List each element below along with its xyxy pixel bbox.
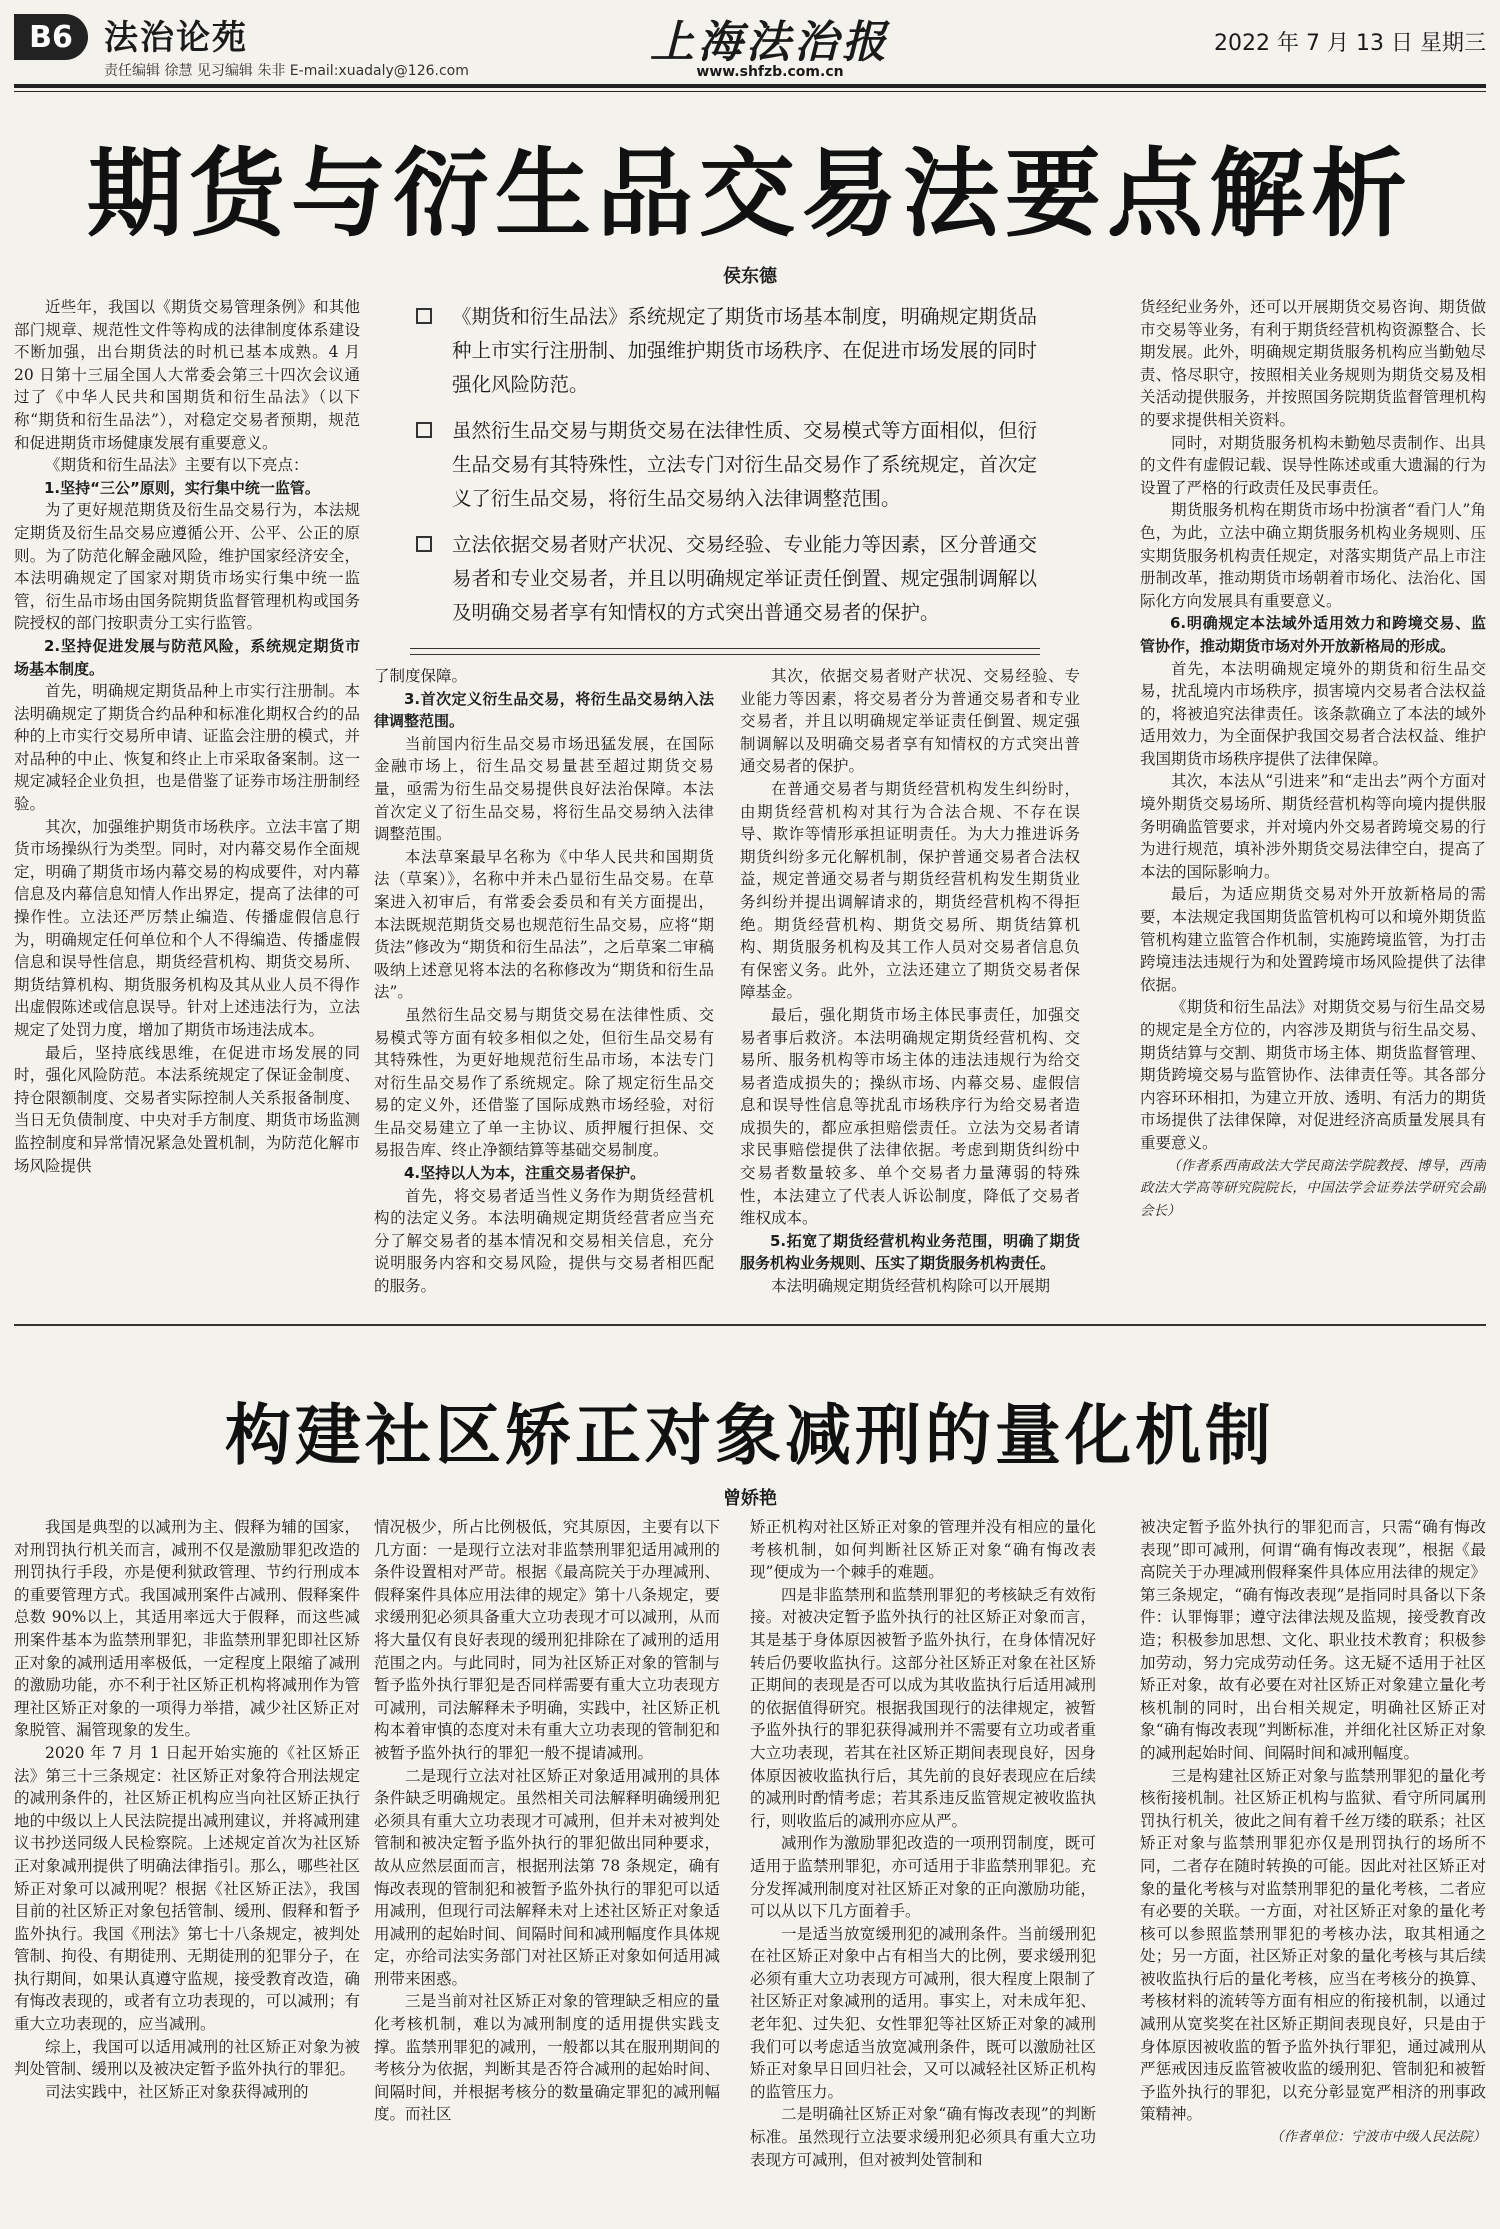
paragraph: 减刑作为激励罪犯改造的一项刑罚制度，既可适用于监禁刑罪犯，亦可适用于非监禁刑罪犯。充分发挥减刑制度对社区矫正对象的正向激励功能，可以从以下几方面着手。 xyxy=(750,1834,1096,1921)
issue-date: 2022 年 7 月 13 日 星期三 xyxy=(1214,31,1486,56)
paragraph: 同时，对期货服务机构未勤勉尽责制作、出具的文件有虚假记载、误导性陈述或重大遗漏的行为设置了严格的行政责任及民事责任。 xyxy=(1140,433,1486,497)
paragraph: 二是现行立法对社区矫正对象适用减刑的具体条件缺乏明确规定。虽然相关司法解释明确缓刑犯必须具有重大立功表现才可减刑，但并未对被判处管制和被决定暂予监外执行的罪犯做出同种要求，故从应然层面而言，根据刑法第 78 条规定，确有悔改表现的管制犯和被暂予监外执行的罪犯可以适用减刑，但现行司法解释未对上述社区矫正对象适用减刑的起始时间、间隔时间和减刑幅度作具体规定，亦给司法实务部门对社区矫正对象如何适用减刑带来困惑。 xyxy=(374,1766,720,1988)
subheading: 4.坚持以人为本，注重交易者保护。 xyxy=(404,1164,646,1183)
paragraph: 二是明确社区矫正对象“确有悔改表现”的判断标准。虽然现行立法要求缓刑犯必须具有重大立功表现方可减刑，但对被判处管制和 xyxy=(750,2105,1096,2169)
paragraph: 三是构建社区矫正对象与监禁刑罪犯的量化考核衔接机制。社区矫正机构与监狱、看守所同属刑罚执行机关，彼此之间有着千丝万缕的联系；社区矫正对象与监禁刑罪犯亦仅是刑罚执行的场所不同，二者存在随时转换的可能。因此对社区矫正对象的量化考核与对监禁刑罪犯的量化考核，二者应有必要的关联。一方面，对社区矫正对象的量化考核可以参照监禁刑罪犯的考核办法，取其相通之处；另一方面，社区矫正对象的量化考核与其后续被收监执行后的量化考核，应当在考核分的换算、考核材料的流转等方面有相应的衔接机制，以通过减刑从宽奖奖在社区矫正期间表现良好，只是由于身体原因被收监的暂予监外执行罪犯，通过减刑从严惩戒因违反监管被收监的缓刑犯、管制犯和被暂予监外执行的罪犯，以充分彰显宽严相济的刑事政策精神。 xyxy=(1140,1766,1486,2124)
paragraph: 被决定暂予监外执行的罪犯而言，只需“确有悔改表现”即可减刑，何谓“确有悔改表现”，根据《最高院关于办理减刑假释案件具体应用法律的规定》第三条规定，“确有悔改表现”是指同时具备以下条件：认罪悔罪；遵守法律法规及监规，接受教育改造；积极参加思想、文化、职业技术教育；积极参加劳动，努力完成劳动任务。这无疑不适用于社区矫正对象，故有必要在对社区矫正对象建立量化考核机制的同时，出台相关规定，明确社区矫正对象“确有悔改表现”判断标准，并细化社区矫正对象的减刑起始时间、间隔时间和减刑幅度。 xyxy=(1140,1518,1486,1762)
page-header xyxy=(0,0,1500,84)
paragraph: 一是适当放宽缓刑犯的减刑条件。当前缓刑犯在社区矫正对象中占有相当大的比例，要求缓刑犯必须有重大立功表现方可减刑，很大程度上限制了社区矫正对象减刑的适用。事实上，对未成年犯、老年犯、过失犯、女性罪犯等社区矫正对象的减刑我们可以考虑适当放宽减刑条件，既可以激励社区矫正对象早日回归社会，又可以减轻社区矫正机构的监管压力。 xyxy=(750,1924,1096,2101)
article2-title: 构建社区矫正对象减刑的量化机制 xyxy=(225,1397,1275,1474)
paragraph: 本法明确规定期货经营机构除可以开展期 xyxy=(771,1277,1051,1296)
subheading: 3.首次定义衍生品交易，将衍生品交易纳入法律调整范围。 xyxy=(374,689,714,731)
article2-column-3 xyxy=(750,1516,1096,2222)
article2-column-4 xyxy=(1140,1516,1486,2222)
paragraph: 最后，强化期货市场主体民事责任，加强交易者事后救济。本法明确规定期货经营机构、交易所、服务机构等市场主体的违法违规行为给交易者造成损失的；操纵市场、内幕交易、虚假信息和误导性信息等扰乱市场秩序行为给交易者造成损失的，都应承担赔偿责任。立法为交易者请求民事赔偿提供了法律依据。考虑到期货纠纷中交易者数量较多、单个交易者力量薄弱的特殊性，本法建立了代表人诉讼制度，降低了交易者维权成本。 xyxy=(740,1005,1080,1228)
article1-column-3 xyxy=(740,665,1080,1308)
paragraph: 期货服务机构在期货市场中扮演者“看门人”角色，为此，立法中确立期货服务机构业务规则、压实期货服务机构责任规定，对落实期货产品上市注册制改革，推动期货市场朝着市场化、法治化、国际化方向发展具有重要意义。 xyxy=(1140,501,1486,610)
paragraph: 首先，将交易者适当性义务作为期货经营机构的法定义务。本法明确规定期货经营者应当充分了解交易者的基本情况和交易相关信息，充分说明服务内容和交易风险，提供与交易者相匹配的服务。 xyxy=(374,1186,714,1296)
article1-column-1 xyxy=(14,296,360,1308)
checkbox-bullet-icon xyxy=(416,308,432,324)
newspaper-masthead: 上海法治报 xyxy=(650,17,890,68)
paragraph: 其次，依据交易者财产状况、交易经验、专业能力等因素，将交易者分为普通交易者和专业交易者，并且以明确规定举证责任倒置、规定强制调解以及明确交易者享有知情权的方式突出普通交易者的保护。 xyxy=(740,667,1080,776)
editors-line: 责任编辑 徐慧 见习编辑 朱非 E-mail:xuadaly@126.com xyxy=(104,63,469,79)
paragraph: 首先，明确规定期货品种上市实行注册制。本法明确规定了期货合约品种和标准化期权合约的品种的上市实行交易所申请、证监会注册的模式，并对品种的中止、恢复和终止上市采取备案制。这一规定减轻企业负担，也是借鉴了证券市场注册制经验。 xyxy=(14,682,360,814)
subheading: 6.明确规定本法域外适用效力和跨境交易、监管协作，推动期货市场对外开放新格局的形成。 xyxy=(1140,614,1486,655)
article-divider xyxy=(14,1324,1486,1326)
article1-pull-quotes xyxy=(410,300,1040,642)
paragraph: 情况极少，所占比例极低，究其原因，主要有以下几方面：一是现行立法对非监禁刑罪犯适用减刑的条件设置相对严苛。根据《最高院关于办理减刑、假释案件具体应用法律的规定》第十八条规定，要求缓刑犯必须具备重大立功表现才可以减刑，从而将大量仅有良好表现的缓刑犯排除在了减刑的适用范围之内。与此同时，同为社区矫正对象的管制与暂予监外执行罪犯是否同样需要有重大立功表现方可减刑，司法解释未予明确，实践中，社区矫正机构本着审慎的态度对未有重大立功表现的管制犯和被暂予监外执行的罪犯一般不提请减刑。 xyxy=(374,1518,720,1762)
page-number-badge: B6 xyxy=(14,14,88,60)
paragraph: 2020 年 7 月 1 日起开始实施的《社区矫正法》第三十三条规定：社区矫正对象符合刑法规定的减刑条件的，社区矫正机构应当向社区矫正执行地的中级以上人民法院提出减刑建议，并将减刑建议书抄送同级人民检察院。上述规定首次为社区矫正对象减刑提供了明确法律指引。那么，哪些社区矫正对象可以减刑呢？根据《社区矫正法》，我国目前的社区矫正对象包括管制、缓刑、假释和暂予监外执行。我国《刑法》第七十八条规定，被判处管制、拘役、有期徒刑、无期徒刑的犯罪分子，在执行期间，如果认真遵守监规，接受教育改造，确有悔改表现的，或者有立功表现的，可以减刑；有重大立功表现的，应当减刑。 xyxy=(14,1743,360,2034)
checkbox-bullet-icon xyxy=(416,422,432,438)
article1-column-4 xyxy=(1140,296,1486,1308)
paragraph: 矫正机构对社区矫正对象的管理并没有相应的量化考核机制，如何判断社区矫正对象“确有悔改表现”便成为一个棘手的难题。 xyxy=(750,1518,1096,1582)
checkbox-bullet-icon xyxy=(416,536,432,552)
article2-column-2 xyxy=(374,1516,720,2222)
article1-title: 期货与衍生品交易法要点解析 xyxy=(87,138,1413,250)
paragraph: 最后，坚持底线思维，在促进市场发展的同时，强化风险防范。本法系统规定了保证金制度、持仓限额制度、交易者实际控制人关系报备制度、当日无负债制度、中央对手方制度、期货市场监测监控制度和异常情况紧急处置机制，为防范化解市场风险提供 xyxy=(14,1043,360,1175)
article1-author: 侯东德 xyxy=(723,266,777,287)
paragraph: 综上，我国可以适用减刑的社区矫正对象为被判处管制、缓刑以及被决定暂予监外执行的罪犯。 xyxy=(14,2037,360,2079)
article1-column-2 xyxy=(374,665,714,1308)
section-name: 法治论苑 xyxy=(104,18,248,58)
subheading: 5.拓宽了期货经营机构业务范围，明确了期货服务机构业务规则、压实了期货服务机构责任。 xyxy=(740,1231,1080,1273)
header-rule-thin xyxy=(14,91,1486,92)
pull-quote-text: 虽然衍生品交易与期货交易在法律性质、交易模式等方面相似，但衍生品交易有其特殊性，立法专门对衍生品交易作了系统规定，首次定义了衍生品交易，将衍生品交易纳入法律调整范围。 xyxy=(452,419,1038,510)
subheading: 2.坚持促进发展与防范风险，系统规定期货市场基本制度。 xyxy=(14,636,360,678)
article2-column-1 xyxy=(14,1516,360,2222)
paragraph: 虽然衍生品交易与期货交易在法律性质、交易模式等方面有较多相似之处，但衍生品交易有其特殊性，为更好地规范衍生品市场，本法专门对衍生品交易作了系统规定。除了规定衍生品交易的定义外，还借鉴了国际成熟市场经验，对衍生品交易建立了单一主协议、质押履行担保、交易报告库、终止净额结算等基础交易制度。 xyxy=(374,1005,714,1160)
pull-quote-rule xyxy=(410,654,1040,655)
pull-quote xyxy=(410,414,1040,516)
paragraph: 三是当前对社区矫正对象的管理缺乏相应的量化考核机制，难以为减刑制度的适用提供实践支撑。监禁刑罪犯的减刑，一般都以其在服刑期间的考核分为依据，判断其是否符合减刑的起始时间、间隔时间，并根据考核分的数量确定罪犯的减刑幅度。而社区 xyxy=(374,1992,720,2124)
pull-quote-rule xyxy=(410,648,1040,649)
paragraph: 其次，加强维护期货市场秩序。立法丰富了期货市场操纵行为类型。同时，对内幕交易作全面规定，明确了期货市场内幕交易的构成要件，对内幕信息及内幕信息知情人作出界定，提高了法律的可操作性。立法还严厉禁止编造、传播虚假信息行为，明确规定任何单位和个人不得编造、传播虚假信息和误导性信息，期货经营机构、期货交易所、期货结算机构、期货服务机构及其从业人员不得作出虚假陈述或信息误导。针对上述违法行为，立法规定了处罚力度，增加了期货市场违法成本。 xyxy=(14,817,360,1039)
paragraph: 《期货和衍生品法》对期货交易与衍生品交易的规定是全方位的，内容涉及期货与衍生品交易、期货结算与交割、期货市场主体、期货监督管理、期货跨境交易与监管协作、法律责任等。其各部分内容环环相扣，为建立开放、透明、有活力的期货市场提供了法律保障，对促进经济高质量发展具有重要意义。 xyxy=(1140,998,1486,1152)
paragraph: 首先，本法明确规定境外的期货和衍生品交易，扰乱境内市场秩序，损害境内交易者合法权益的，将被追究法律责任。该条款确立了本法的域外适用效力，为全面保护我国交易者合法权益、维护我国期货市场秩序提供了法律保障。 xyxy=(1140,659,1486,768)
author-note: （作者系西南政法大学民商法学院教授、博导，西南政法大学高等研究院院长，中国法学会证券法学研究会副会长） xyxy=(1140,1157,1486,1219)
pull-quote xyxy=(410,528,1040,630)
paragraph: 货经纪业务外，还可以开展期货交易咨询、期货做市交易等业务，有利于期货经营机构资源整合、长期发展。此外，明确规定期货服务机构应当勤勉尽责、恪尽职守，按照相关业务规则为期货交易及相关活动提供服务，并按照国务院期货监督管理机构的要求提供相关资料。 xyxy=(1140,298,1486,429)
header-rule-thick xyxy=(14,84,1486,88)
paragraph: 我国是典型的以减刑为主、假释为辅的国家，对刑罚执行机关而言，减刑不仅是激励罪犯改造的刑罚执行手段，亦是便利狱政管理、节约行刑成本的重要管理方式。我国减刑案件占减刑、假释案件总数 90%以上，其适用率远大于假释，而这些减刑案件基本为监禁刑罪犯，非监禁刑罪犯即社区矫正对象的减刑适用率极低，一定程度上限缩了减刑的激励功能，亦不利于社区矫正机构将减刑作为管理社区矫正对象的一项得力举措，减少社区矫正对象脱管、漏管现象的发生。 xyxy=(14,1518,360,1740)
subheading: 1.坚持“三公”原则，实行集中统一监管。 xyxy=(44,478,320,497)
paragraph: 其次，本法从“引进来”和“走出去”两个方面对境外期货交易场所、期货经营机构等向境内提供服务明确监管要求，并对境内外交易者跨境交易的行为进行规范，填补涉外期货交易法律空白，提高了本法的国际影响力。 xyxy=(1140,772,1486,881)
paragraph: 近些年，我国以《期货交易管理条例》和其他部门规章、规范性文件等构成的法律制度体系建设不断加强，出台期货法的时机已基本成熟。4 月 20 日第十三届全国人大常委会第三十四次会议通过了《中华人民共和国期货和衍生品法》（以下称“期货和衍生品法”），对稳定交易者预期，规范和促进期货市场健康发展有重要意义。 xyxy=(14,298,360,452)
pull-quote-text: 立法依据交易者财产状况、交易经验、专业能力等因素，区分普通交易者和专业交易者，并且以明确规定举证责任倒置、规定强制调解以及明确交易者享有知情权的方式突出普通交易者的保护。 xyxy=(452,533,1038,624)
paragraph: 了制度保障。 xyxy=(374,667,468,685)
website-url[interactable]: www.shfzb.com.cn xyxy=(696,64,844,80)
paragraph: 本法草案最早名称为《中华人民共和国期货法（草案）》，名称中并未凸显衍生品交易。在草案进入初审后，有常委会委员和有关方面提出，本法既规范期货交易也规范衍生品交易，应将“期货法”修改为“期货和衍生品法”，之后草案二审稿吸纳上述意见将本法的名称修改为“期货和衍生品法”。 xyxy=(374,847,714,1002)
pull-quote-text: 《期货和衍生品法》系统规定了期货市场基本制度，明确规定期货品种上市实行注册制、加强维护期货市场秩序、在促进市场发展的同时强化风险防范。 xyxy=(452,305,1038,396)
paragraph: 在普通交易者与期货经营机构发生纠纷时，由期货经营机构对其行为合法合规、不存在误导、欺诈等情形承担证明责任。为大力推进诉务期货纠纷多元化解机制，保护普通交易者合法权益，规定普通交易者与期货经营机构发生期货业务纠纷并提出调解请求的，期货经营机构不得拒绝。期货经营机构、期货交易所、期货结算机构、期货服务机构及其工作人员对交易者信息负有保密义务。此外，立法还建立了期货交易者保障基金。 xyxy=(740,779,1080,1002)
author-note: （作者单位：宁波市中级人民法院） xyxy=(1270,2129,1486,2146)
paragraph: 最后，为适应期货交易对外开放新格局的需要，本法规定我国期货监管机构可以和境外期货监管机构建立监管合作机制，实施跨境监管，为打击跨境违法违规行为和处置跨境市场风险提供了法律依据。 xyxy=(1140,885,1486,994)
paragraph: 当前国内衍生品交易市场迅猛发展，在国际金融市场上，衍生品交易量甚至超过期货交易量，亟需为衍生品交易提供良好法治保障。本法首次定义了衍生品交易，将衍生品交易纳入法律调整范围。 xyxy=(374,734,714,844)
paragraph: 司法实践中，社区矫正对象获得减刑的 xyxy=(45,2082,309,2101)
paragraph: 四是非监禁刑和监禁刑罪犯的考核缺乏有效衔接。对被决定暂予监外执行的社区矫正对象而言，其是基于身体原因被暂予监外执行，在身体情况好转后仍要收监执行。这部分社区矫正对象在社区矫正期间的表现是否可以成为其收监执行后适用减刑的依据值得研究。根据我国现行的法律规定，被暂予监外执行的罪犯获得减刑并不需要有立功或者重大立功表现，若其在社区矫正期间表现良好，因身体原因被收监执行后，其先前的良好表现应在后续的减刑时酌情考虑；若其系违反监管规定被收监执行，则收监后的减刑亦应从严。 xyxy=(750,1585,1096,1830)
pull-quote xyxy=(410,300,1040,402)
article2-author: 曾娇艳 xyxy=(723,1488,777,1509)
paragraph: 《期货和衍生品法》主要有以下亮点： xyxy=(45,456,309,475)
paragraph: 为了更好规范期货及衍生品交易行为，本法规定期货及衍生品交易应遵循公开、公平、公正的原则。为了防范化解金融风险，维护国家经济安全，本法明确规定了国家对期货市场实行集中统一监管，衍生品市场由国务院期货监督管理机构或国务院授权的部门按职责分工实行监管。 xyxy=(14,501,360,633)
